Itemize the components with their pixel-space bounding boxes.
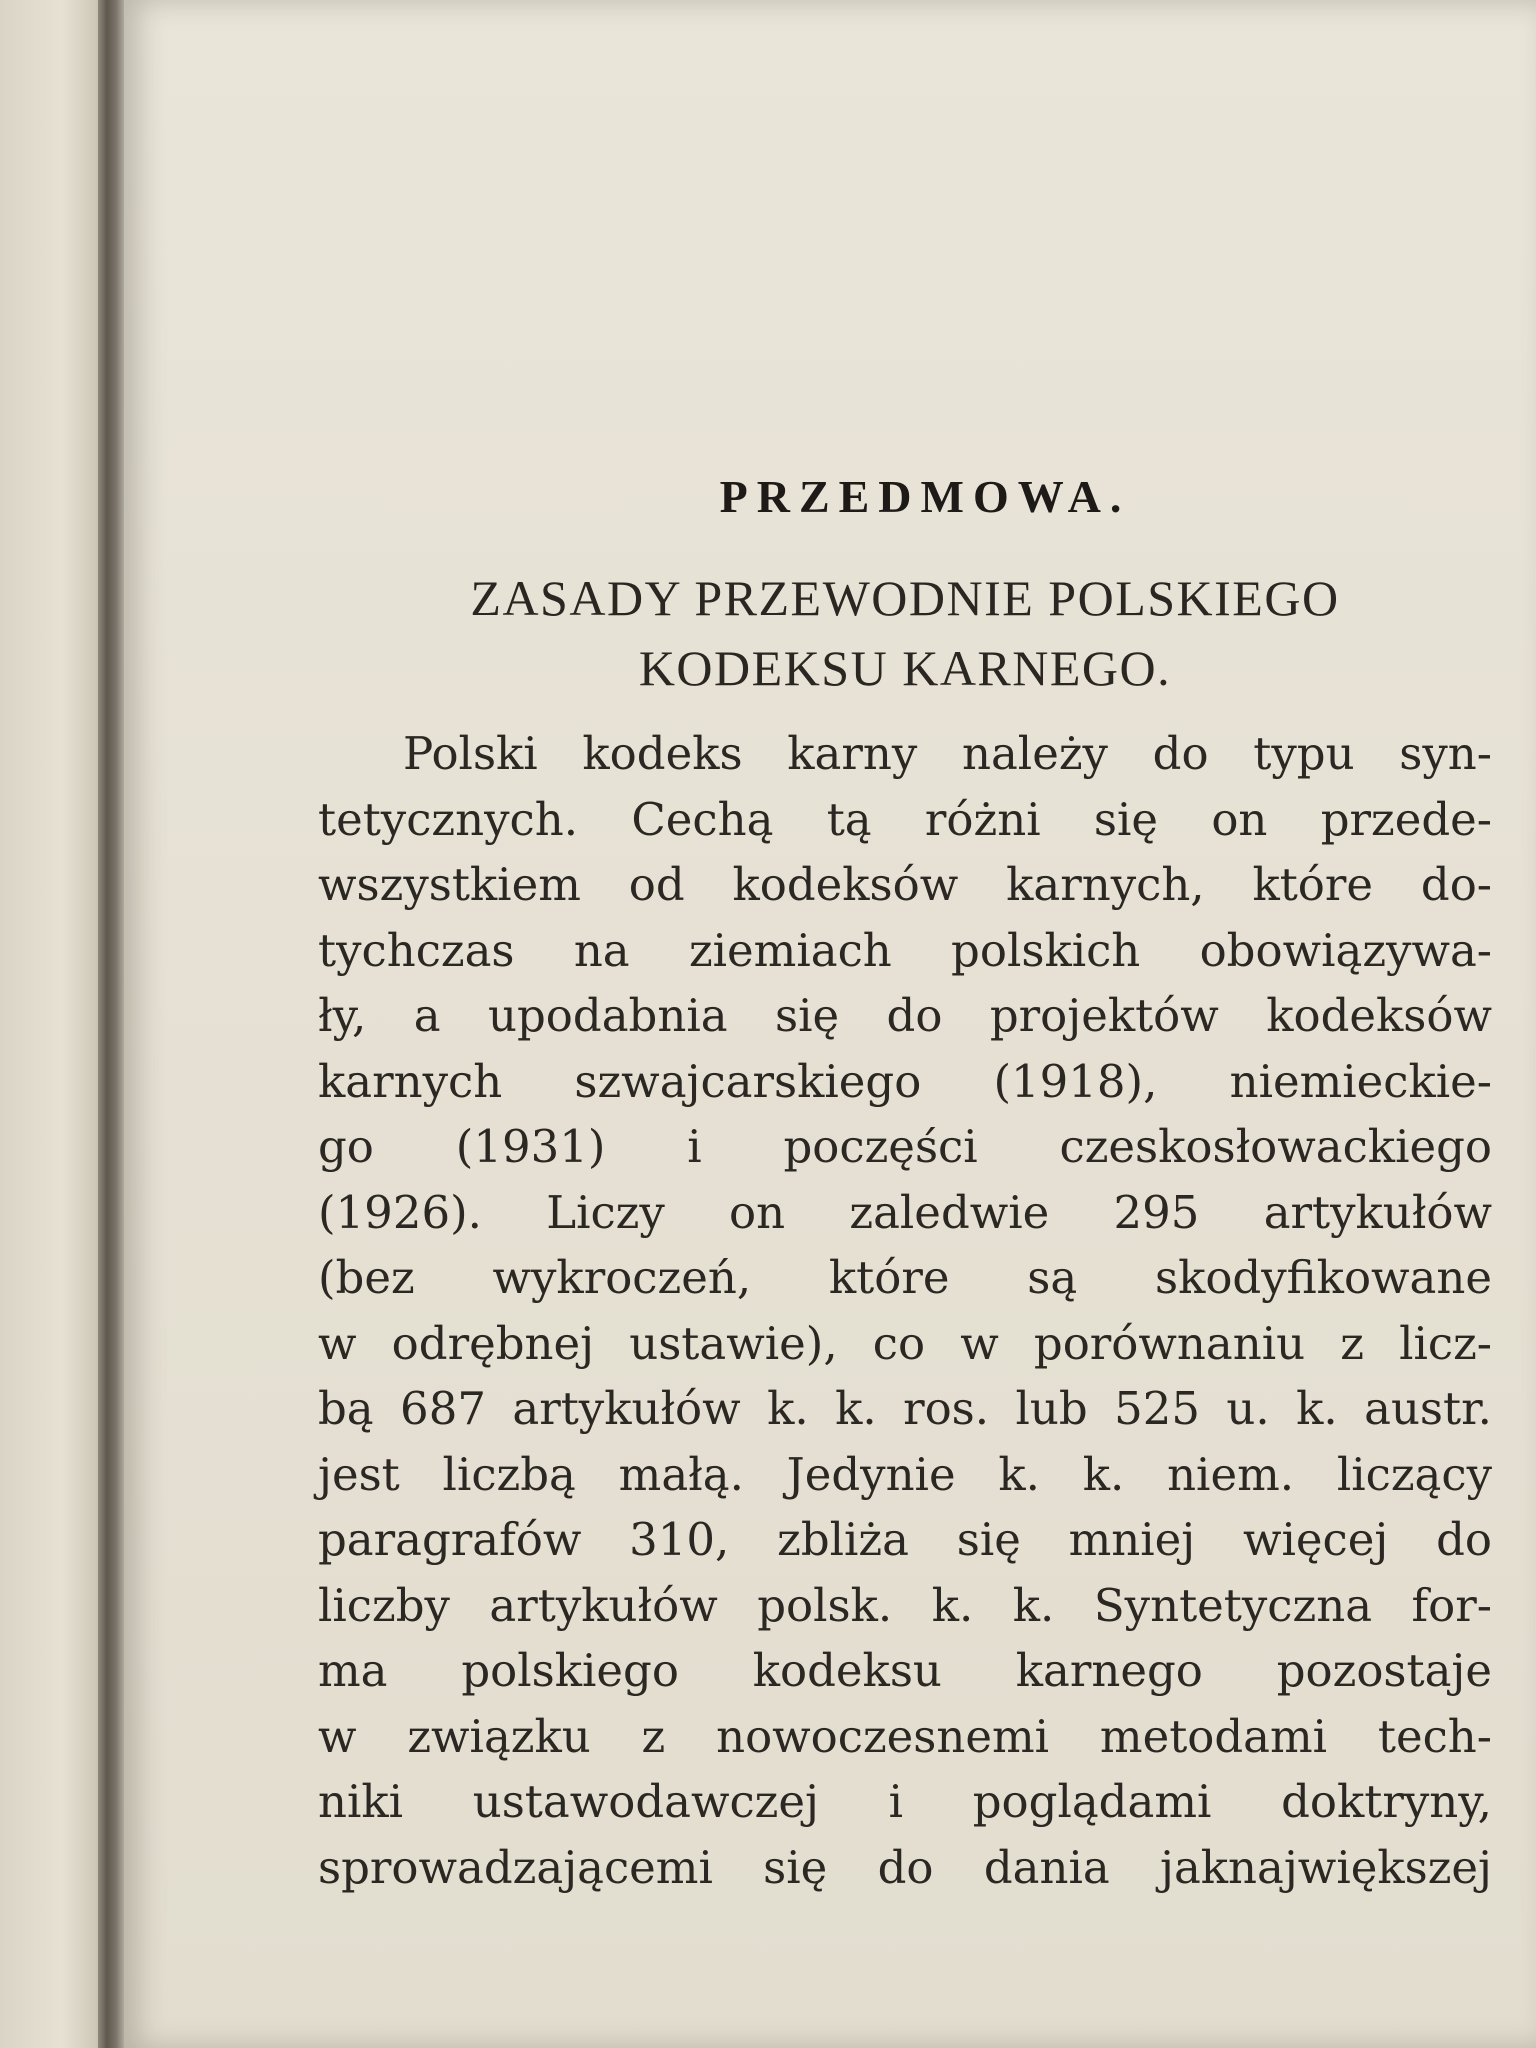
paragraph-line: sprowadzającemi się do dania jaknajwiększej	[318, 1840, 1492, 1894]
paragraph-line: go (1931) i poczęści czeskosłowackiego	[318, 1120, 1492, 1173]
page-text	[318, 470, 1492, 1900]
paragraph-line: Polski kodeks karny należy do typu syn-	[403, 727, 1492, 780]
paragraph-line: niki ustawodawczej i poglądami doktryny,	[318, 1775, 1492, 1828]
paragraph-line: w odrębnej ustawie), co w porównaniu z licz-	[318, 1316, 1492, 1370]
paragraph-line: tetycznych. Cechą tą różni się on przede-	[318, 792, 1492, 846]
page-heading: PRZEDMOWA.	[719, 471, 1131, 522]
paragraph-line: ły, a upodabnia się do projektów kodeksów	[318, 989, 1492, 1042]
chapter-title	[318, 563, 1492, 703]
paragraph-line: ma polskiego kodeksu karnego pozostaje	[318, 1644, 1492, 1697]
body-paragraph	[318, 721, 1492, 1900]
chapter-title-line: KODEKSU KARNEGO.	[638, 640, 1172, 696]
paragraph-line: wszystkiem od kodeksów karnych, które do-	[318, 858, 1492, 911]
left-page-edge	[0, 0, 112, 2048]
paragraph-line: karnych szwajcarskiego (1918), niemieckie-	[318, 1054, 1492, 1108]
paragraph-line: (bez wykroczeń, które są skodyfikowane	[318, 1251, 1492, 1304]
paragraph-line: paragrafów 310, zbliża się mniej więcej do	[318, 1513, 1492, 1566]
chapter-title-line: ZASADY PRZEWODNIE POLSKIEGO	[470, 570, 1340, 626]
paragraph-line: liczby artykułów polsk. k. k. Syntetyczna for-	[318, 1578, 1492, 1632]
paragraph-line: jest liczbą małą. Jedynie k. k. niem. liczący	[318, 1447, 1492, 1501]
paragraph-line: w związku z nowoczesnemi metodami tech-	[318, 1709, 1492, 1763]
paragraph-line: tychczas na ziemiach polskich obowiązywa-	[318, 923, 1492, 977]
paragraph-line: bą 687 artykułów k. k. ros. lub 525 u. k. austr.	[318, 1382, 1492, 1435]
paragraph-line: (1926). Liczy on zaledwie 295 artykułów	[318, 1185, 1492, 1239]
